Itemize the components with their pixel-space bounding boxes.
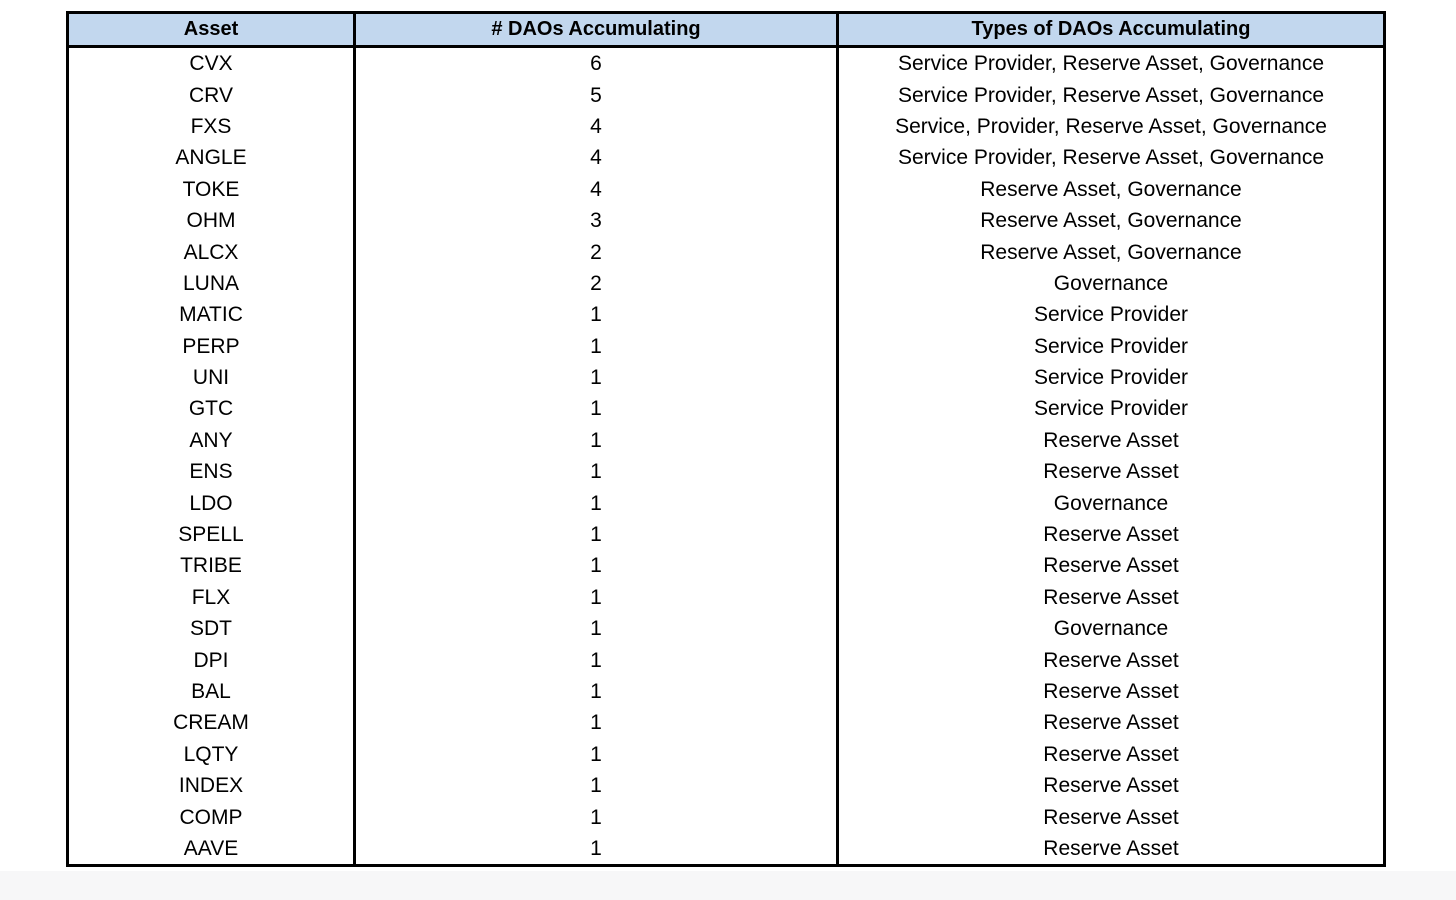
dao-count-cell: 1	[355, 487, 838, 518]
dao-count-cell: 1	[355, 833, 838, 866]
table-row	[68, 613, 1385, 644]
dao-count-cell: 1	[355, 456, 838, 487]
asset-cell: CVX	[189, 52, 233, 76]
table-row	[68, 425, 1385, 456]
header-dao-count: # DAOs Accumulating	[355, 13, 838, 47]
asset-cell: ANGLE	[175, 146, 247, 170]
dao-count-cell: 4	[355, 174, 838, 205]
table-row	[68, 519, 1385, 550]
dao-count-cell: 1	[355, 299, 838, 330]
dao-types-cell: Service Provider, Reserve Asset, Governance	[838, 47, 1385, 80]
dao-types-cell: Reserve Asset	[838, 550, 1385, 581]
dao-types-cell: Reserve Asset	[838, 425, 1385, 456]
dao-types-cell: Reserve Asset	[838, 833, 1385, 866]
table-row	[68, 205, 1385, 236]
dao-count-cell: 1	[355, 582, 838, 613]
asset-cell: TRIBE	[180, 554, 242, 578]
asset-cell: AAVE	[183, 836, 239, 860]
table-row	[68, 456, 1385, 487]
dao-count-cell: 1	[355, 362, 838, 393]
dao-types-cell: Reserve Asset, Governance	[838, 174, 1385, 205]
dao-types-cell: Governance	[838, 268, 1385, 299]
asset-cell: GTC	[188, 397, 234, 421]
dao-count-cell: 1	[355, 707, 838, 738]
dao-count-cell: 1	[355, 801, 838, 832]
asset-cell: ALCX	[183, 240, 239, 264]
dao-count-cell: 5	[355, 79, 838, 110]
dao-types-cell: Reserve Asset	[838, 707, 1385, 738]
asset-cell: CREAM	[173, 711, 249, 735]
dao-types-cell: Service Provider	[838, 299, 1385, 330]
asset-cell: LDO	[189, 491, 233, 515]
table-row	[68, 707, 1385, 738]
table-row	[68, 142, 1385, 173]
dao-types-cell: Service Provider, Reserve Asset, Governance	[838, 79, 1385, 110]
asset-cell: DPI	[193, 648, 229, 672]
dao-count-cell: 1	[355, 519, 838, 550]
header-dao-types: Types of DAOs Accumulating	[838, 13, 1385, 47]
table-row	[68, 550, 1385, 581]
dao-count-cell: 3	[355, 205, 838, 236]
table-row	[68, 801, 1385, 832]
dao-count-cell: 4	[355, 111, 838, 142]
dao-types-cell: Service, Provider, Reserve Asset, Governance	[838, 111, 1385, 142]
table-row	[68, 487, 1385, 518]
dao-types-cell: Reserve Asset	[838, 770, 1385, 801]
table-row	[68, 739, 1385, 770]
dao-count-cell: 1	[355, 644, 838, 675]
table-row	[68, 111, 1385, 142]
dao-types-cell: Reserve Asset	[838, 644, 1385, 675]
dao-types-cell: Governance	[838, 613, 1385, 644]
table-row	[68, 770, 1385, 801]
dao-types-cell: Service Provider	[838, 362, 1385, 393]
table-row	[68, 676, 1385, 707]
table-row	[68, 79, 1385, 110]
dao-count-cell: 1	[355, 676, 838, 707]
asset-cell: LUNA	[182, 271, 240, 295]
dao-types-cell: Reserve Asset, Governance	[838, 205, 1385, 236]
dao-count-cell: 1	[355, 613, 838, 644]
dao-types-cell: Reserve Asset	[838, 519, 1385, 550]
dao-accumulation-table	[66, 11, 1386, 867]
asset-cell: CRV	[189, 83, 233, 107]
dao-types-cell: Reserve Asset	[838, 456, 1385, 487]
dao-count-cell: 1	[355, 331, 838, 362]
table-row	[68, 393, 1385, 424]
dao-count-cell: 6	[355, 47, 838, 80]
dao-count-cell: 1	[355, 550, 838, 581]
asset-cell: FXS	[190, 114, 232, 138]
dao-types-cell: Governance	[838, 487, 1385, 518]
asset-cell: TOKE	[182, 177, 240, 201]
dao-types-cell: Reserve Asset	[838, 739, 1385, 770]
asset-cell: SPELL	[178, 523, 244, 547]
asset-cell: INDEX	[178, 774, 244, 798]
dao-types-cell: Service Provider, Reserve Asset, Governance	[838, 142, 1385, 173]
table-row	[68, 47, 1385, 80]
asset-cell: ENS	[189, 460, 233, 484]
dao-types-cell: Reserve Asset	[838, 582, 1385, 613]
dao-count-cell: 2	[355, 268, 838, 299]
asset-cell: PERP	[182, 334, 240, 358]
asset-cell: FLX	[191, 585, 231, 609]
bottom-strip	[0, 871, 1456, 900]
table-header	[68, 13, 1385, 47]
table-row	[68, 833, 1385, 866]
asset-cell: UNI	[192, 366, 230, 390]
table-row	[68, 582, 1385, 613]
header-row	[68, 13, 1385, 47]
table-row	[68, 644, 1385, 675]
table-row	[68, 236, 1385, 267]
dao-types-cell: Reserve Asset, Governance	[838, 236, 1385, 267]
table-row	[68, 174, 1385, 205]
asset-cell: MATIC	[179, 303, 243, 327]
dao-count-cell: 1	[355, 739, 838, 770]
asset-cell: BAL	[191, 680, 231, 703]
dao-count-cell: 1	[355, 425, 838, 456]
table-row	[68, 268, 1385, 299]
dao-count-cell: 2	[355, 236, 838, 267]
dao-types-cell: Reserve Asset	[838, 676, 1385, 707]
asset-cell: OHM	[186, 209, 236, 233]
asset-cell: SDT	[190, 617, 232, 641]
dao-count-cell: 1	[355, 393, 838, 424]
dao-types-cell: Reserve Asset	[838, 801, 1385, 832]
table-row	[68, 331, 1385, 362]
asset-cell: LQTY	[183, 742, 239, 766]
dao-types-cell: Service Provider	[838, 393, 1385, 424]
table-body	[68, 47, 1385, 866]
dao-count-cell: 1	[355, 770, 838, 801]
dao-count-cell: 4	[355, 142, 838, 173]
asset-cell: COMP	[179, 805, 243, 829]
table-row	[68, 299, 1385, 330]
asset-cell: ANY	[189, 428, 233, 452]
table-row	[68, 362, 1385, 393]
dao-types-cell: Service Provider	[838, 331, 1385, 362]
header-asset: Asset	[68, 13, 355, 47]
